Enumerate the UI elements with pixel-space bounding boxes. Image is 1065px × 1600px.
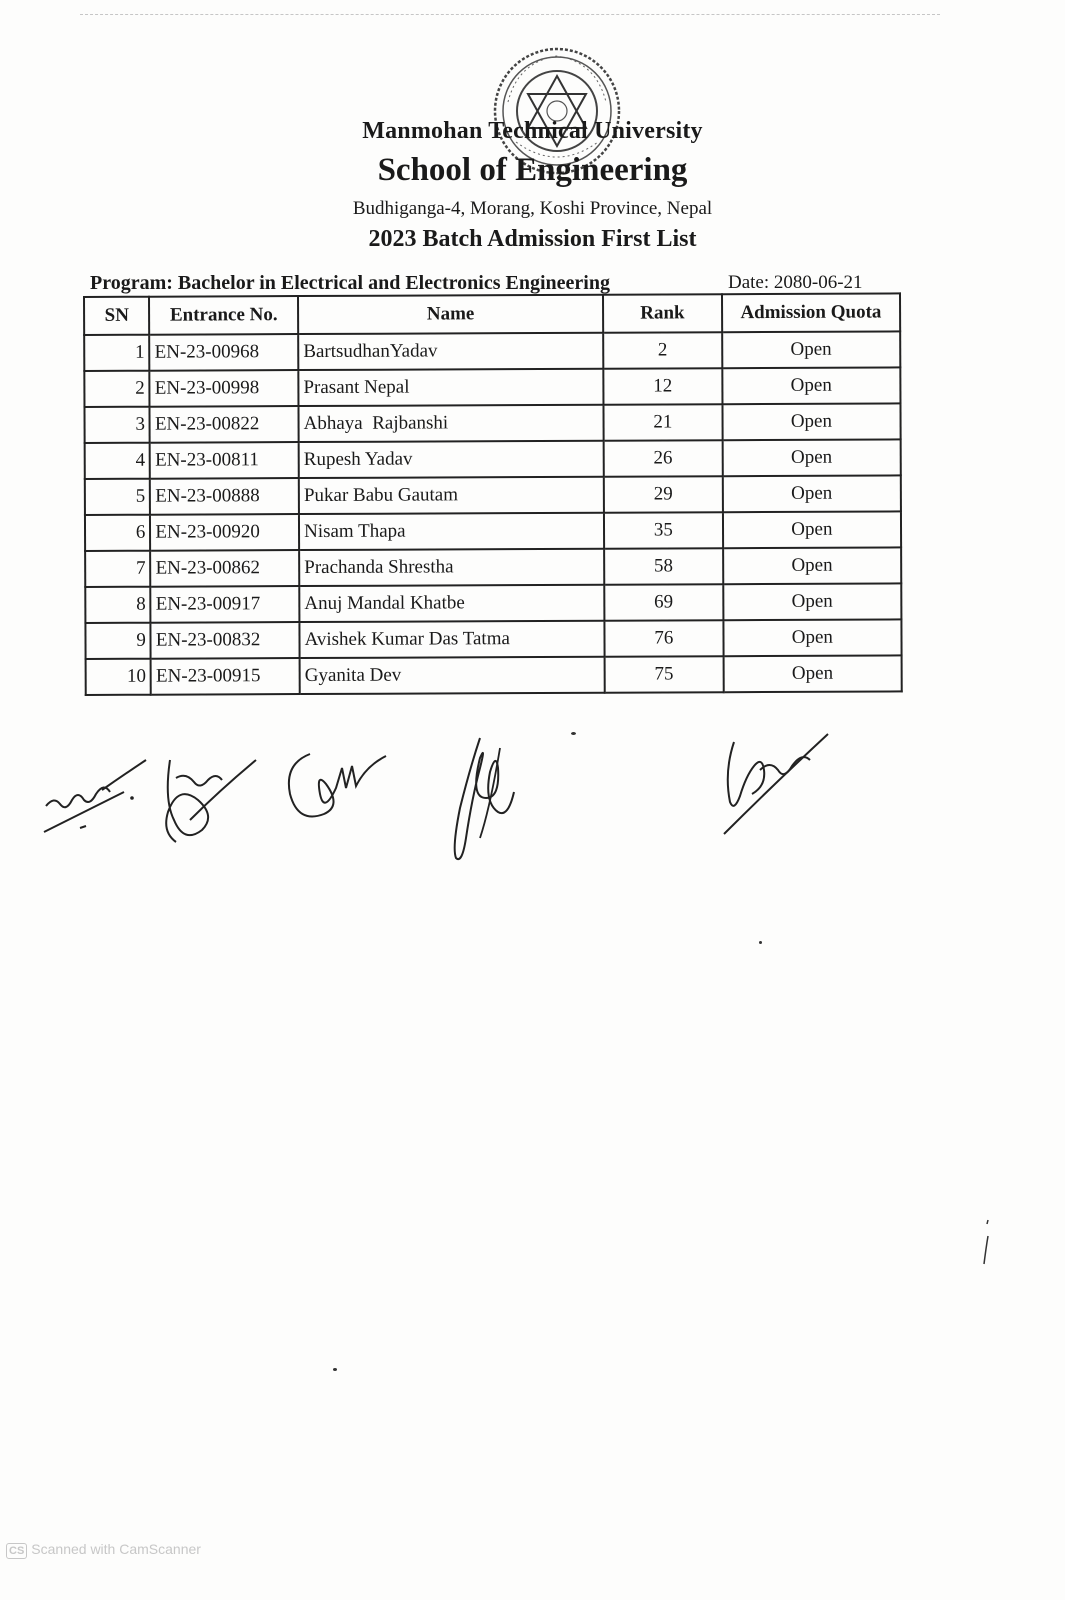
cell-name: Nisam Thapa	[299, 513, 604, 550]
cell-entrance-no: EN-23-00915	[151, 658, 300, 695]
cell-rank: 58	[604, 548, 723, 585]
scan-speck	[571, 732, 576, 735]
cell-name: Gyanita Dev	[300, 657, 605, 694]
cell-entrance-no: EN-23-00998	[150, 370, 299, 407]
cell-sn: 3	[84, 407, 150, 443]
cell-entrance-no: EN-23-00832	[151, 622, 300, 659]
camscanner-watermark	[6, 1541, 201, 1559]
date-label: Date: 2080-06-21	[728, 272, 863, 293]
signature-1-icon	[42, 750, 152, 840]
camscanner-logo-icon: CS	[6, 1543, 27, 1559]
cell-entrance-no: EN-23-00822	[150, 406, 299, 443]
cell-quota: Open	[723, 547, 901, 584]
cell-name: BartsudhanYadav	[298, 333, 603, 370]
header-sn: SN	[84, 297, 150, 335]
signature-2-icon	[150, 750, 260, 850]
cell-rank: 69	[604, 584, 723, 621]
cell-sn: 1	[84, 335, 150, 371]
cell-sn: 9	[85, 623, 151, 659]
scan-speck	[333, 1368, 337, 1371]
school-address: Budhiganga-4, Morang, Koshi Province, Nepal	[352, 198, 713, 219]
cell-entrance-no: EN-23-00862	[150, 550, 299, 587]
cell-entrance-no: EN-23-00920	[150, 514, 299, 551]
cell-rank: 35	[604, 512, 723, 549]
cell-name: Prasant Nepal	[298, 369, 603, 406]
list-title: 2023 Batch Admission First List	[368, 226, 697, 252]
cell-rank: 75	[605, 656, 724, 693]
cell-sn: 7	[85, 551, 151, 587]
table-row	[85, 619, 901, 659]
cell-name: Rupesh Yadav	[299, 441, 604, 478]
table-row	[86, 655, 902, 695]
table-row	[84, 331, 900, 371]
cell-quota: Open	[722, 439, 900, 476]
program-label: Program: Bachelor in Electrical and Electronics Engineering	[90, 272, 610, 294]
header-name: Name	[298, 295, 603, 334]
signatures-block	[30, 720, 860, 870]
table-row	[85, 439, 901, 479]
signature-5-icon	[720, 730, 840, 840]
cell-quota: Open	[722, 331, 900, 368]
cell-sn: 10	[86, 659, 152, 695]
cell-entrance-no: EN-23-00968	[150, 334, 299, 371]
top-rule-divider	[80, 14, 940, 15]
cell-rank: 12	[603, 368, 722, 405]
cell-name: Avishek Kumar Das Tatma	[299, 621, 604, 658]
school-name: School of Engineering	[377, 152, 688, 188]
cell-sn: 8	[85, 587, 151, 623]
cell-name: Pukar Babu Gautam	[299, 477, 604, 514]
cell-sn: 6	[85, 515, 151, 551]
cell-sn: 2	[84, 371, 150, 407]
cell-entrance-no: EN-23-00917	[151, 586, 300, 623]
camscanner-text: Scanned with CamScanner	[31, 1541, 201, 1557]
scan-speck	[759, 941, 762, 944]
admission-table	[83, 292, 903, 696]
cell-rank: 21	[603, 404, 722, 441]
table-row	[84, 367, 900, 407]
cell-rank: 29	[604, 476, 723, 513]
cell-sn: 4	[85, 443, 151, 479]
cell-quota: Open	[723, 583, 901, 620]
table-header-row	[84, 293, 900, 335]
scan-mark-icon	[980, 1218, 992, 1268]
cell-rank: 26	[604, 440, 723, 477]
cell-quota: Open	[723, 619, 901, 656]
table-row	[85, 583, 901, 623]
cell-entrance-no: EN-23-00888	[150, 478, 299, 515]
table-row	[85, 475, 901, 515]
cell-rank: 2	[603, 332, 722, 369]
header-admission-quota: Admission Quota	[722, 293, 901, 332]
header-entrance-no: Entrance No.	[149, 296, 298, 335]
cell-quota: Open	[722, 403, 900, 440]
university-name: Manmohan Technical University	[362, 118, 703, 144]
cell-name: Anuj Mandal Khatbe	[299, 585, 604, 622]
cell-quota: Open	[723, 511, 901, 548]
cell-sn: 5	[85, 479, 151, 515]
cell-name: Prachanda Shrestha	[299, 549, 604, 586]
cell-quota: Open	[722, 475, 900, 512]
cell-quota: Open	[722, 367, 900, 404]
cell-quota: Open	[723, 655, 901, 692]
table-row	[85, 511, 901, 551]
table-row	[85, 547, 901, 587]
cell-rank: 76	[604, 620, 723, 657]
cell-entrance-no: EN-23-00811	[150, 442, 299, 479]
signature-4-icon	[440, 728, 530, 868]
header-rank: Rank	[603, 294, 722, 333]
table-row	[84, 403, 900, 443]
signature-3-icon	[280, 740, 400, 830]
cell-name: Abhaya Rajbanshi	[299, 405, 604, 442]
